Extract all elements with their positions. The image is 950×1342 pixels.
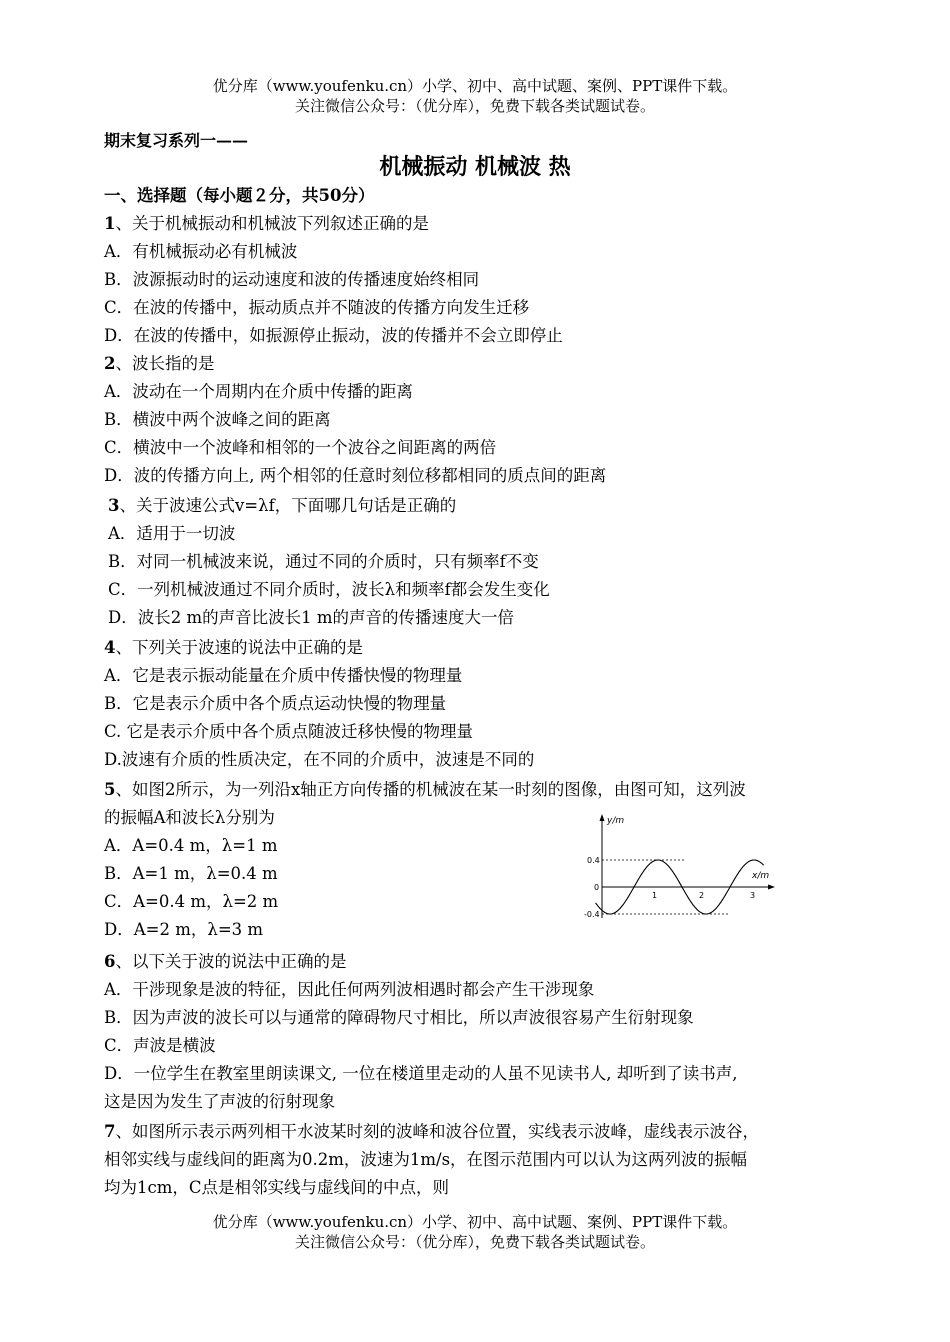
question-text: 、下列关于波速的说法中正确的是: [115, 638, 363, 657]
q1-option-a: A．有机械振动必有机械波: [104, 242, 298, 261]
question-text: 、如图所示表示两列相干水波某时刻的波峰和波谷位置，实线表示波峰，虚线表示波谷，: [115, 1122, 759, 1141]
q2-option-b: B．横波中两个波峰之间的距离: [104, 410, 331, 429]
question-text: 、波长指的是: [115, 354, 215, 373]
question-text: 、关于机械振动和机械波下列叙述正确的是: [115, 214, 429, 233]
q4-option-d: D.波速有介质的性质决定，在不同的介质中，波速是不同的: [104, 750, 535, 769]
x-tick-label: 1: [652, 891, 658, 900]
q3-option-a: A．适用于一切波: [108, 524, 236, 543]
y-axis-arrow: [600, 814, 605, 821]
q5-option-c: C．A=0.4 m，λ=2 m: [104, 892, 279, 911]
q2-option-a: A．波动在一个周期内在介质中传播的距离: [104, 382, 413, 401]
question-number: 6: [104, 952, 116, 971]
question-4-stem: [104, 636, 363, 660]
question-2-stem: [104, 352, 214, 376]
q4-option-b: B．它是表示介质中各个质点运动快慢的物理量: [104, 694, 447, 713]
q6-option-c: C．声波是横波: [104, 1036, 216, 1055]
q2-option-c: C．横波中一个波峰和相邻的一个波谷之间距离的两倍: [104, 438, 497, 457]
x-axis-arrow: [768, 885, 775, 890]
q6-option-d: D．一位学生在教室里朗读课文, 一位在楼道里走动的人虽不见读书人, 却听到了读书声,: [104, 1064, 738, 1083]
x-tick-label: 3: [750, 891, 756, 900]
question-5-stem-cont: 的振幅A和波长λ分别为: [104, 808, 275, 827]
q1-option-c: C．在波的传播中，振动质点并不随波的传播方向发生迁移: [104, 298, 530, 317]
question-7-stem-cont: 相邻实线与虚线间的距离为0.2m，波速为1m/s，在图示范围内可以认为这两列波的振幅: [104, 1150, 748, 1169]
section-heading: 一、选择题（每小题２分，共50分）: [104, 186, 375, 205]
q6-option-b: B．因为声波的波长可以与通常的障碍物尺寸相比，所以声波很容易产生衍射现象: [104, 1008, 694, 1027]
wave-graph: [582, 812, 782, 924]
y-tick-label: -0.4: [584, 910, 600, 919]
page-title: 机械振动 机械波 热: [379, 154, 571, 180]
question-text: 、关于波速公式v=λf，下面哪几句话是正确的: [119, 496, 457, 515]
question-number: 5: [104, 780, 116, 799]
question-5-stem: [104, 778, 746, 802]
q2-option-d: D．波的传播方向上, 两个相邻的任意时刻位移都相同的质点间的距离: [104, 466, 607, 485]
x-axis-label: x/m: [752, 871, 770, 881]
y-axis-label: y/m: [607, 816, 625, 826]
question-1-stem: [104, 212, 429, 236]
q5-option-a: A．A=0.4 m，λ=1 m: [104, 836, 278, 855]
q6-option-d-cont: 这是因为发生了声波的衍射现象: [104, 1092, 335, 1111]
question-7-stem: [104, 1120, 759, 1144]
question-number: 2: [104, 354, 116, 373]
question-number: 4: [104, 638, 116, 657]
x-tick-label: 2: [699, 891, 705, 900]
header-line-2: 关注微信公众号：（优分库），免费下载各类试题试卷。: [294, 97, 655, 115]
question-number: 7: [104, 1122, 116, 1141]
q3-option-b: B．对同一机械波来说，通过不同的介质时，只有频率f不变: [108, 552, 539, 571]
question-text: 、如图2所示，为一列沿x轴正方向传播的机械波在某一时刻的图像，由图可知，这列波: [115, 780, 746, 799]
question-3-stem: [108, 494, 456, 518]
q1-option-d: D．在波的传播中，如振源停止振动，波的传播并不会立即停止: [104, 326, 563, 345]
question-text: 、以下关于波的说法中正确的是: [115, 952, 347, 971]
question-number: 1: [104, 214, 116, 233]
q4-option-a: A．它是表示振动能量在介质中传播快慢的物理量: [104, 666, 463, 685]
question-number: 3: [108, 496, 120, 515]
y-tick-label: 0.4: [587, 856, 600, 865]
q5-option-d: D．A=2 m，λ=3 m: [104, 920, 264, 939]
q6-option-a: A．干涉现象是波的特征，因此任何两列波相遇时都会产生干涉现象: [104, 980, 595, 999]
q5-option-b: B．A=1 m，λ=0.4 m: [104, 864, 278, 883]
q3-option-c: C．一列机械波通过不同介质时，波长λ和频率f都会发生变化: [108, 580, 550, 599]
question-7-stem-cont: 均为1cm，C点是相邻实线与虚线间的中点，则: [104, 1178, 450, 1197]
header-line-1: 优分库（www.youfenku.cn）小学、初中、高中试题、案例、PPT课件下载。: [212, 77, 738, 95]
question-6-stem: [104, 950, 346, 974]
footer-line-2: 关注微信公众号：（优分库），免费下载各类试题试卷。: [294, 1233, 655, 1251]
q1-option-b: B．波源振动时的运动速度和波的传播速度始终相同: [104, 270, 480, 289]
q3-option-d: D．波长2 m的声音比波长1 m的声音的传播速度大一倍: [108, 608, 515, 627]
q4-option-c: C. 它是表示介质中各个质点随波迁移快慢的物理量: [104, 722, 474, 741]
series-title: 期末复习系列一——: [104, 131, 249, 150]
footer-line-1: 优分库（www.youfenku.cn）小学、初中、高中试题、案例、PPT课件下载。: [212, 1213, 738, 1231]
y-tick-label: 0: [594, 883, 600, 892]
